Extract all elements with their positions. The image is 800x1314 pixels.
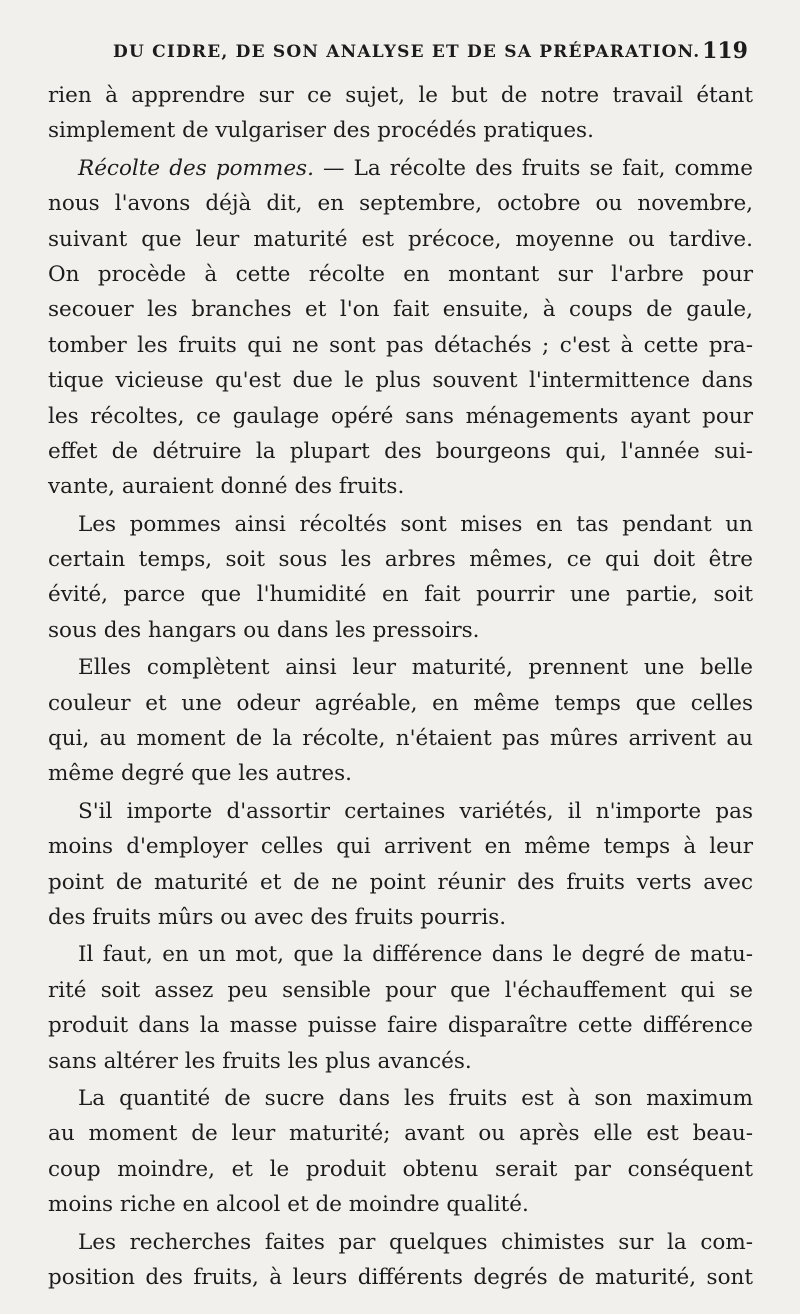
- text-line: [48, 829, 753, 864]
- line-text: position des fruits, à leurs différents degrés de maturité, sont: [48, 1264, 753, 1290]
- line-text: effet de détruire la plupart des bourgeons qui, l'année sui-: [48, 438, 753, 464]
- text-line: [48, 1008, 753, 1043]
- text-line: [48, 151, 753, 186]
- paragraph: [48, 794, 753, 936]
- line-text: moins riche en alcool et de moindre qualité.: [48, 1192, 529, 1218]
- line-text: Les pommes ainsi récoltés sont mises en tas pendant un: [78, 511, 753, 537]
- text-line: [48, 1225, 753, 1260]
- text-line: [48, 113, 753, 148]
- text-line: [48, 937, 753, 972]
- section-heading: Récolte des pommes.: [78, 155, 314, 181]
- text-line: [48, 1044, 753, 1079]
- page-number: 119: [702, 38, 748, 64]
- text-line: [48, 756, 753, 791]
- text-line: [48, 1081, 753, 1116]
- line-text: sans altérer les fruits les plus avancés.: [48, 1048, 472, 1074]
- paragraph: [48, 1081, 753, 1223]
- text-line: [48, 1152, 753, 1187]
- text-line: [48, 686, 753, 721]
- page-header: [0, 36, 800, 72]
- text-line: [48, 1260, 753, 1295]
- paragraph: [48, 507, 753, 649]
- line-text: suivant que leur maturité est précoce, moyenne ou tardive.: [48, 226, 753, 252]
- line-text: même degré que les autres.: [48, 761, 352, 787]
- line-text: secouer les branches et l'on fait ensuite, à coups de gaule,: [48, 297, 753, 323]
- line-text: tomber les fruits qui ne sont pas détachés ; c'est à cette pra-: [48, 332, 753, 358]
- text-line: [48, 900, 753, 935]
- text-line: [48, 577, 753, 612]
- text-line: [48, 721, 753, 756]
- text-line: [48, 469, 753, 504]
- text-line: [48, 222, 753, 257]
- paragraph: [48, 78, 753, 149]
- line-text: rité soit assez peu sensible pour que l'échauffement qui se: [48, 977, 753, 1003]
- line-text: tique vicieuse qu'est due le plus souvent l'intermittence dans: [48, 368, 753, 394]
- paragraph: [48, 937, 753, 1079]
- text-line: [48, 78, 753, 113]
- line-text: nous l'avons déjà dit, en septembre, octobre ou novembre,: [48, 191, 753, 217]
- line-text: — La récolte des fruits se fait, comme: [313, 155, 753, 181]
- line-text: S'il importe d'assortir certaines variétés, il n'importe pas: [78, 798, 753, 824]
- text-line: [48, 1187, 753, 1222]
- text-line: [48, 613, 753, 648]
- line-text: coup moindre, et le produit obtenu serait par conséquent: [48, 1156, 753, 1182]
- line-text: les récoltes, ce gaulage opéré sans ménagements ayant pour: [48, 403, 753, 429]
- paragraph: [48, 151, 753, 505]
- text-line: [48, 865, 753, 900]
- text-line: [48, 542, 753, 577]
- text-line: [48, 507, 753, 542]
- line-text: certain temps, soit sous les arbres mêmes, ce qui doit être: [48, 547, 753, 573]
- text-line: [48, 257, 753, 292]
- line-text: simplement de vulgariser des procédés pratiques.: [48, 118, 594, 144]
- running-title: DU CIDRE, DE SON ANALYSE ET DE SA PRÉPARATION.: [113, 42, 701, 62]
- text-line: [48, 363, 753, 398]
- text-line: [48, 399, 753, 434]
- line-text: couleur et une odeur agréable, en même temps que celles: [48, 690, 753, 716]
- line-text: Il faut, en un mot, que la différence dans le degré de matu-: [78, 942, 753, 968]
- line-text: qui, au moment de la récolte, n'étaient pas mûres arrivent au: [48, 726, 753, 752]
- line-text: sous des hangars ou dans les pressoirs.: [48, 617, 480, 643]
- line-text: point de maturité et de ne point réunir des fruits verts avec: [48, 869, 753, 895]
- line-text: On procède à cette récolte en montant sur l'arbre pour: [48, 261, 753, 287]
- line-text: évité, parce que l'humidité en fait pourrir une partie, soit: [48, 582, 753, 608]
- text-line: [48, 434, 753, 469]
- text-line: [48, 328, 753, 363]
- line-text: au moment de leur maturité; avant ou après elle est beau-: [48, 1121, 753, 1147]
- text-line: [48, 973, 753, 1008]
- line-text: produit dans la masse puisse faire disparaître cette différence: [48, 1013, 753, 1039]
- line-text: La quantité de sucre dans les fruits est à son maximum: [78, 1085, 753, 1111]
- text-line: [48, 292, 753, 327]
- text-line: [48, 1116, 753, 1151]
- paragraph: [48, 1225, 753, 1296]
- text-line: [48, 186, 753, 221]
- text-line: [48, 650, 753, 685]
- paragraph: [48, 650, 753, 792]
- body-text: [48, 78, 753, 1295]
- text-line: [48, 794, 753, 829]
- line-text: Les recherches faites par quelques chimistes sur la com-: [78, 1229, 753, 1255]
- line-text: des fruits mûrs ou avec des fruits pourris.: [48, 904, 507, 930]
- line-text: vante, auraient donné des fruits.: [48, 474, 405, 500]
- line-text: rien à apprendre sur ce sujet, le but de notre travail étant: [48, 83, 753, 108]
- line-text: moins d'employer celles qui arrivent en même temps à leur: [48, 834, 753, 860]
- line-text: Elles complètent ainsi leur maturité, prennent une belle: [78, 655, 753, 681]
